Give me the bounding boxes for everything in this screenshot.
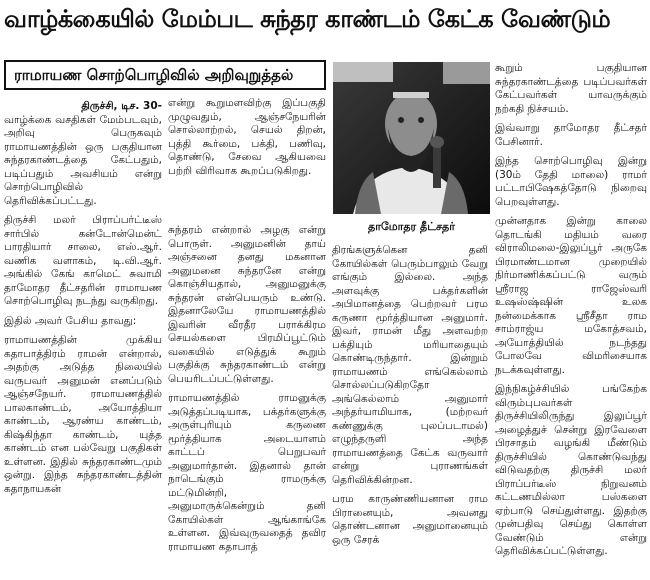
speaker-photo: [333, 62, 490, 214]
subheadline: ராமாயண சொற்பொழிவில் அறிவுறுத்தல்: [14, 66, 294, 84]
paragraph: ராமாயணத்தின் முக்கிய கதாபாத்திரம் ராமன் என்றால், அதற்கு அடுத்த நிலையில் வருபவர் அனுமன் எனப்படும் ஆஞ்சநேயர். ராமாயணத்தில் பாலகாண்டம், அயோத்தியா காண்டம், ஆரண்ய காண்டம், கிஷ்கிந்தா காண்டம், யுத்த காண்டம் என பல்வேறு பகுதிகள் உள்ளன. இதில் சுந்தரகாண்டமும் ஒன்று. இந்த சுந்தரகாண்டத்தின் கதாநாயகன்: [4, 334, 162, 495]
paragraph: வாழ்க்கை வசதிகள் மேம்படவும், அறிவு பெருகவும் ராமாயணத்தின் ஒரு பகுதியான சுந்தரகாண்டத்தை கேட்பதும், படிப்பதும் அவசியம் என்று சொற்பொழிவில் தெரிவிக்கப்பட்டது.: [4, 113, 162, 207]
paragraph: பரம காருண்ணியனான ராம பிரானையும், அவனது தொண்டனான அனுமானையும் ஒரு சேரக்: [332, 493, 488, 546]
paragraph: இதில் அவர் பேசிய தாவது:: [4, 314, 137, 327]
column-3: [332, 244, 488, 576]
paragraph: முன்னதாக இன்று காலை தொடங்கி மதியம் வரை விராலிமலை-இலுப்பூர் அருகே பிரமாண்டமான முறையில் நிர்மாணிக்கப்பட்டு வரும் ஸ்ரீராஜ ராஜேஸ்வரி உஷஸ்ஷ்ஷின் உலக நன்மைக்காக ஸ்ரீசீதா ராம சாம்ராஜ்ய மகோத்சவம், அயோத்தியில் நடந்தது போலவே விமரிசையாக நடக்கவுள்ளது.: [495, 215, 647, 376]
column-2-top: [168, 97, 326, 219]
speaker-portrait-icon: [333, 62, 490, 214]
headline: வாழ்க்கையில் மேம்பட சுந்தர காண்டம் கேட்க வேண்டும்: [4, 5, 611, 33]
paragraph: இவ்வாறு தாமோதர தீட்சதர் பேசினார்.: [495, 122, 647, 148]
subheadline-box: [4, 60, 326, 90]
paragraph: கூறும் பகுதியான சுந்தரகாண்டத்தை படிப்பவர்கள் கேட்பவர்கள் யாவருக்கும் நற்கதி நிச்சயம்.: [495, 62, 647, 115]
dateline: திருச்சி, டிச. 30-: [81, 100, 162, 112]
photo-caption: தாமோதர தீட்சதர்: [368, 220, 455, 233]
column-4: [495, 62, 647, 576]
column-1: [4, 100, 162, 576]
paragraph: இந்த சொற்பொழிவு இன்று (30ம் தேதி மாலை) ராமர் பட்டாபிஷேகத்தோடு நிறைவு பெறவுள்ளது.: [495, 155, 647, 208]
column-2-bottom: [168, 224, 326, 576]
paragraph: திரங்களுக்கென தனி கோயில்கள் பெரும்பாலும் வேறு எங்கும் இல்லை. அந்த அளவுக்கு பக்தர்களின் அபிமானத்தை பெற்றவர் பரம கருணா மூர்த்தியான அனுமார். இவர், ராமன் மீது அளவற்ற பக்தியும் மரியாதையும் கொண்டிருந்தார். இன்றும் ராமாயணம் எங்கெல்லாம் சொல்லப்படுகிறதோ அங்கெல்லாம் அனுமார் அந்தர்யாமியாக, (மற்றவர் கண்ணுக்கு புலப்படாமல்) எழுந்தருளி அந்த ராமாயணத்தை கேட்க வருவார் என்று புராணங்கள் தெரிவிக்கின்றன.: [332, 244, 488, 486]
paragraph: சுந்தரம் என்றால் அழகு என்று பொருள். அனுமனின் தாய் அஞ்சனை தனது மகனான அனுமனை சுந்தரனே என்று கொஞ்சியதால், அனுமனுக்கு சுந்தரன் என்பெயரும் உண்டு. இதனாலேயே ராமாயணத்தில் இவரின் வீரதீர பராக்கிரம செயல்களை பிரமிப்பூட்டும் வகையில் எடுத்துக் கூறும் பகுதிக்கு சுந்தரகாண்டம் என்று பெயரிடப்பட்டுள்ளது.: [168, 224, 326, 385]
paragraph: திருச்சி மலர் பிராப்பர்ட்டீஸ் சார்பில் கன்டோன்மென்ட் பாரதியார் சாலை, எஸ்.ஆர். வணிக வளாகம், டி.வி.ஆர். அங்கில் கேங் காமெட் சுவாமி தாமோதர தீட்சதரின் ராமாயண சொற்பொழிவு நடந்து வருகிறது.: [4, 214, 162, 307]
paragraph: இந்நிகழ்ச்சியில் பங்கேற்க விரும்புபவர்கள் திருச்சியிலிருந்து இலுப்பூர் அழைத்துச் சென்று இரவேளை பிரசாதம் வழங்கி மீண்டும் திருச்சியில் கொண்டுவந்து விடுவதற்கு திருச்சி மலர் பிராப்பர்டீஸ் நிறுவனம் கட்டணமில்லா பஸ்களை ஏற்பாடு செய்துள்ளது. இதற்கு முன்பதிவு செய்து கொள்ள வேண்டும் என்று தெரிவிக்கப்பட்டுள்ளது.: [495, 383, 647, 557]
paragraph: ராமாயணத்தில் ராமனுக்கு அடுத்தப்படியாக, பக்தர்களுக்கு அருள்புரியும் கருணை மூர்த்தியாக அடையாளம் காட்டப் பெறுபவர் அனுமார்தான். இதனால் தான் நாடெங்கும் ராமருக்கு மட்டுமின்றி, அனுமாருக்கென்றும் தனி கோயில்கள் ஆங்காங்கே உள்ளன. இவ்வுருவதைத் தவிர ராமாயண கதாபாத்: [168, 392, 326, 553]
paragraph: என்று கூறுமளவிற்கு இப்பகுதி முழுவதும், ஆஞ்சநேயரின் சொல்லாற்றல், செயல் திறன், புத்தி கூர்மை, பக்தி, பணிவு, தொண்டு, சேவை ஆகியவை பற்றி விரிவாக கூறப்படுகிறது.: [168, 97, 326, 177]
